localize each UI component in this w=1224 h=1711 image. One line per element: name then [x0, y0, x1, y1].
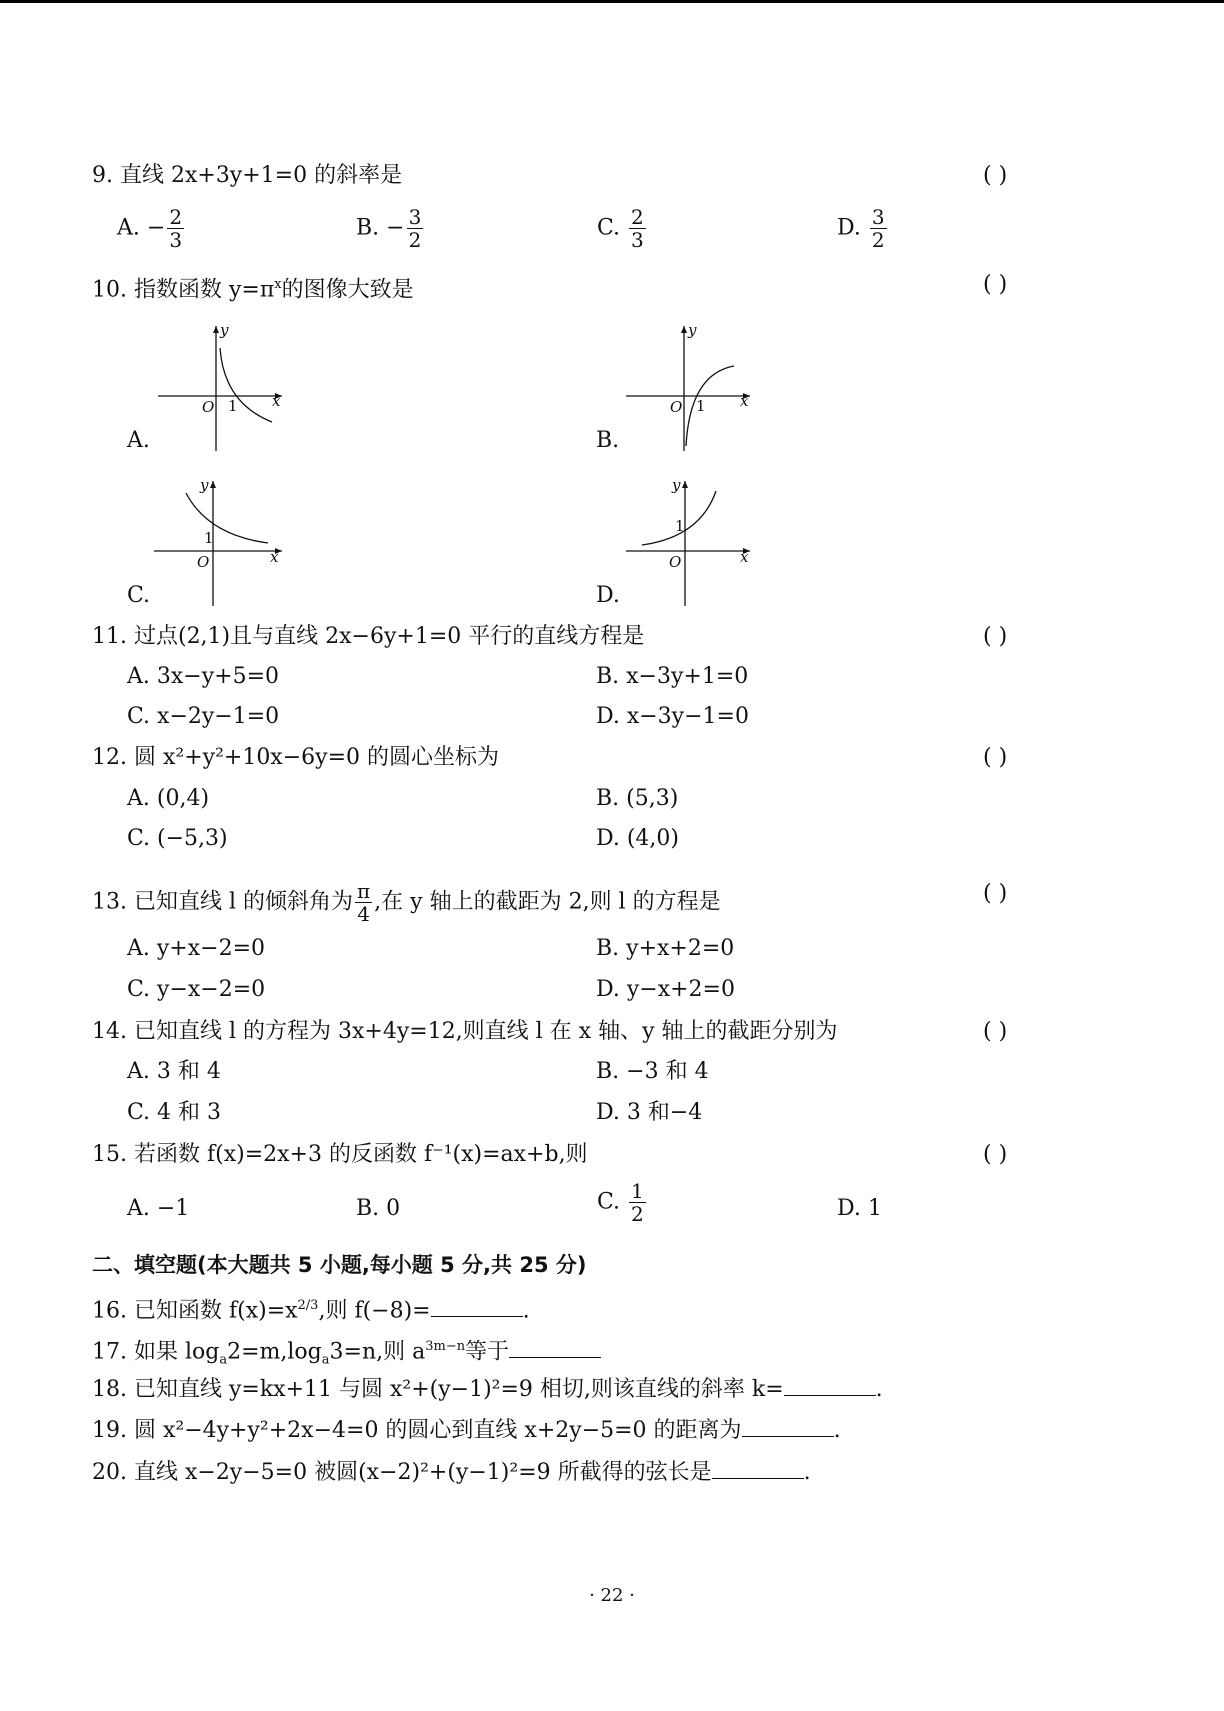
q13-answer-paren: ( )	[983, 881, 1008, 906]
q15-option-c: C. $\frac{1}{2}$	[597, 1179, 644, 1226]
q12-option-c: C. (−5,3)	[127, 826, 228, 851]
q9-option-a: A. − $\frac{2}{3}$	[117, 205, 183, 252]
q9-stem: 9. 直线 2x+3y+1=0 的斜率是	[92, 163, 403, 188]
top-rule	[0, 0, 1224, 3]
q14-option-c: C. 4 和 3	[127, 1100, 222, 1125]
q16-answer-blank[interactable]	[431, 1296, 523, 1317]
q14-option-b: B. −3 和 4	[596, 1059, 709, 1084]
q16: 16. 已知函数 $f(x)=x^{2/3}$,则 f(−8)= .	[92, 1298, 530, 1324]
graph-d	[618, 473, 758, 608]
graph-b-x-label: x	[740, 392, 749, 410]
q14-answer-paren: ( )	[983, 1019, 1008, 1044]
q17: 17. 如果 $\log_a2=m,\log_a3=n$,则 $a^{3m-n}$等于	[92, 1333, 601, 1375]
q9-option-b: B. − $\frac{3}{2}$	[356, 205, 422, 252]
q15-stem: 15. 若函数 f(x)=2x+3 的反函数 f⁻¹(x)=ax+b,则	[92, 1142, 588, 1167]
q18: 18. 已知直线 y=kx+11 与圆 x²+(y−1)²=9 相切,则该直线的斜率 k= .	[92, 1377, 883, 1402]
q13-option-b: B. y+x+2=0	[596, 936, 735, 961]
q13-option-d: D. y−x+2=0	[596, 977, 735, 1002]
q11-option-a: A. 3x−y+5=0	[127, 664, 280, 689]
graph-c-y-label: y	[200, 476, 209, 494]
q20-answer-blank[interactable]	[712, 1458, 804, 1479]
graph-b-origin: O	[670, 398, 683, 416]
q11-answer-paren: ( )	[983, 624, 1008, 649]
q14-stem: 14. 已知直线 l 的方程为 3x+4y=12,则直线 l 在 x 轴、y 轴上的截距分别为	[92, 1019, 838, 1044]
q20: 20. 直线 x−2y−5=0 被圆(x−2)²+(y−1)²=9 所截得的弦长是 .	[92, 1460, 811, 1485]
graph-b	[618, 318, 758, 453]
graph-a-y-label: y	[220, 321, 229, 339]
q15-answer-paren: ( )	[983, 1142, 1008, 1167]
graph-a-one: 1	[228, 397, 238, 415]
q18-answer-blank[interactable]	[784, 1375, 876, 1396]
q13-option-a: A. y+x−2=0	[127, 936, 266, 961]
graph-c-origin: O	[197, 553, 210, 571]
graph-c	[150, 473, 290, 608]
q12-option-d: D. (4,0)	[596, 826, 679, 851]
graph-a-origin: O	[202, 398, 215, 416]
q14-option-d: D. 3 和−4	[596, 1100, 703, 1125]
q19: 19. 圆 x²−4y+y²+2x−4=0 的圆心到直线 x+2y−5=0 的距离为 .	[92, 1418, 841, 1443]
graph-c-label: C.	[127, 583, 151, 608]
q19-answer-blank[interactable]	[742, 1416, 834, 1437]
q10-answer-paren: ( )	[983, 272, 1008, 297]
graph-a	[150, 318, 290, 453]
q17-answer-blank[interactable]	[509, 1337, 601, 1358]
graph-c-x-label: x	[270, 548, 279, 566]
q14-option-a: A. 3 和 4	[127, 1059, 221, 1084]
graph-c-one: 1	[204, 529, 214, 547]
q13-stem: 13. 已知直线 l 的倾斜角为 $\frac{\pi}{4}$ ,在 y 轴上的截距为 2,则 l 的方程是	[92, 879, 721, 926]
graph-d-x-label: x	[740, 548, 749, 566]
q15-option-d: D. 1	[837, 1196, 882, 1221]
graph-d-y-label: y	[672, 476, 681, 494]
q9-option-c: C. $\frac{2}{3}$	[597, 205, 644, 252]
q11-option-b: B. x−3y+1=0	[596, 664, 749, 689]
graph-b-label: B.	[596, 428, 620, 453]
q11-option-c: C. x−2y−1=0	[127, 704, 280, 729]
q15-option-b: B. 0	[356, 1196, 401, 1221]
q9-answer-paren: ( )	[983, 163, 1008, 188]
q11-stem: 11. 过点(2,1)且与直线 2x−6y+1=0 平行的直线方程是	[92, 624, 645, 649]
q15-option-a: A. −1	[127, 1196, 190, 1221]
q10-stem: 10. 指数函数 $y=\pi^x$的图像大致是	[92, 277, 414, 303]
q12-answer-paren: ( )	[983, 745, 1008, 770]
q11-option-d: D. x−3y−1=0	[596, 704, 749, 729]
graph-a-label: A.	[127, 428, 150, 453]
graph-d-origin: O	[669, 553, 682, 571]
q12-option-b: B. (5,3)	[596, 786, 679, 811]
q12-option-a: A. (0,4)	[127, 786, 210, 811]
q9-option-d: D. $\frac{3}{2}$	[837, 205, 885, 252]
q13-option-c: C. y−x−2=0	[127, 977, 266, 1002]
graph-b-y-label: y	[688, 321, 697, 339]
page-number: · 22 ·	[589, 1585, 635, 1606]
graph-a-x-label: x	[272, 392, 281, 410]
q12-stem: 12. 圆 x²+y²+10x−6y=0 的圆心坐标为	[92, 745, 500, 770]
graph-d-one: 1	[675, 517, 685, 535]
graph-d-label: D.	[596, 583, 620, 608]
graph-b-one: 1	[696, 397, 706, 415]
section-heading-fill-in: 二、填空题(本大题共 5 小题,每小题 5 分,共 25 分)	[92, 1253, 587, 1277]
